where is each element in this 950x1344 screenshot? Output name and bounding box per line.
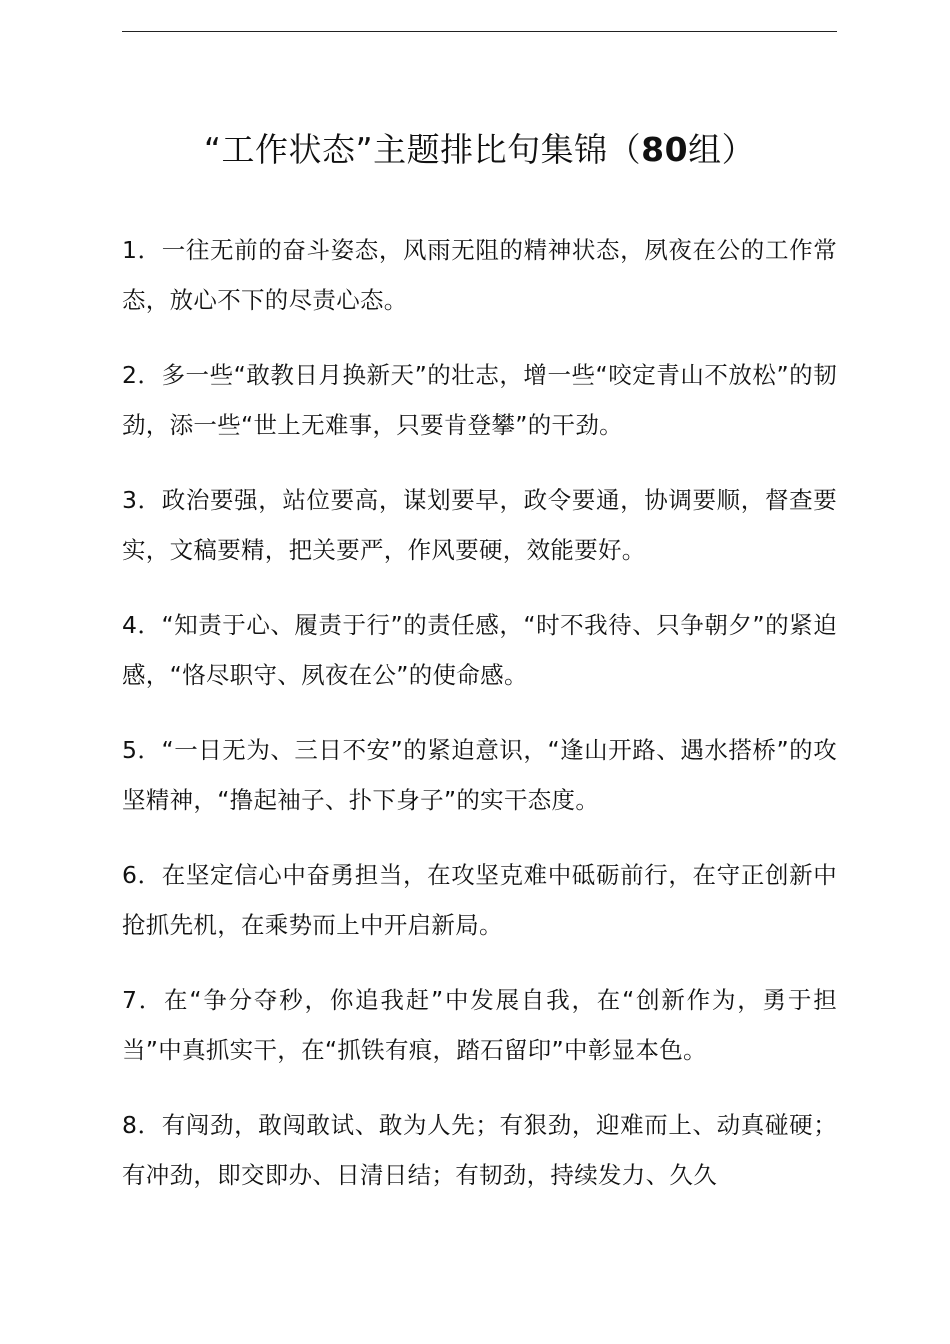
list-item-4: 4．“知责于心、履责于行”的责任感，“时不我待、只争朝夕”的紧迫感，“恪尽职守、夙夜在公”的使命感。: [122, 611, 837, 689]
list-item-6: 6．在坚定信心中奋勇担当，在攻坚克难中砥砺前行，在守正创新中抢抓先机，在乘势而上中开启新局。: [122, 861, 837, 939]
list-item-5: 5．“一日无为、三日不安”的紧迫意识，“逢山开路、遇水搭桥”的攻坚精神，“撸起袖子、扑下身子”的实干态度。: [122, 736, 837, 814]
item-list: [122, 226, 837, 1226]
title-number: 80: [641, 130, 689, 169]
document-title: [122, 126, 837, 174]
list-item-8: 8．有闯劲，敢闯敢试、敢为人先；有狠劲，迎难而上、动真碰硬；有冲劲，即交即办、日清日结；有韧劲，持续发力、久久: [122, 1111, 837, 1189]
list-item-7: 7．在“争分夺秒，你追我赶”中发展自我，在“创新作为，勇于担当”中真抓实干，在“抓铁有痕，踏石留印”中彰显本色。: [122, 986, 837, 1064]
list-item-1: 1．一往无前的奋斗姿态，风雨无阻的精神状态，夙夜在公的工作常态，放心不下的尽责心态。: [122, 236, 837, 314]
title-prefix: “工作状态”主题排比句集锦（: [203, 130, 642, 169]
header-rule: [122, 31, 837, 32]
title-suffix: 组）: [688, 130, 756, 169]
list-item-3: 3．政治要强，站位要高，谋划要早，政令要通，协调要顺，督查要实，文稿要精，把关要严，作风要硬，效能要好。: [122, 486, 837, 564]
list-item-2: 2．多一些“敢教日月换新天”的壮志，增一些“咬定青山不放松”的韧劲，添一些“世上无难事，只要肯登攀”的干劲。: [122, 361, 837, 439]
